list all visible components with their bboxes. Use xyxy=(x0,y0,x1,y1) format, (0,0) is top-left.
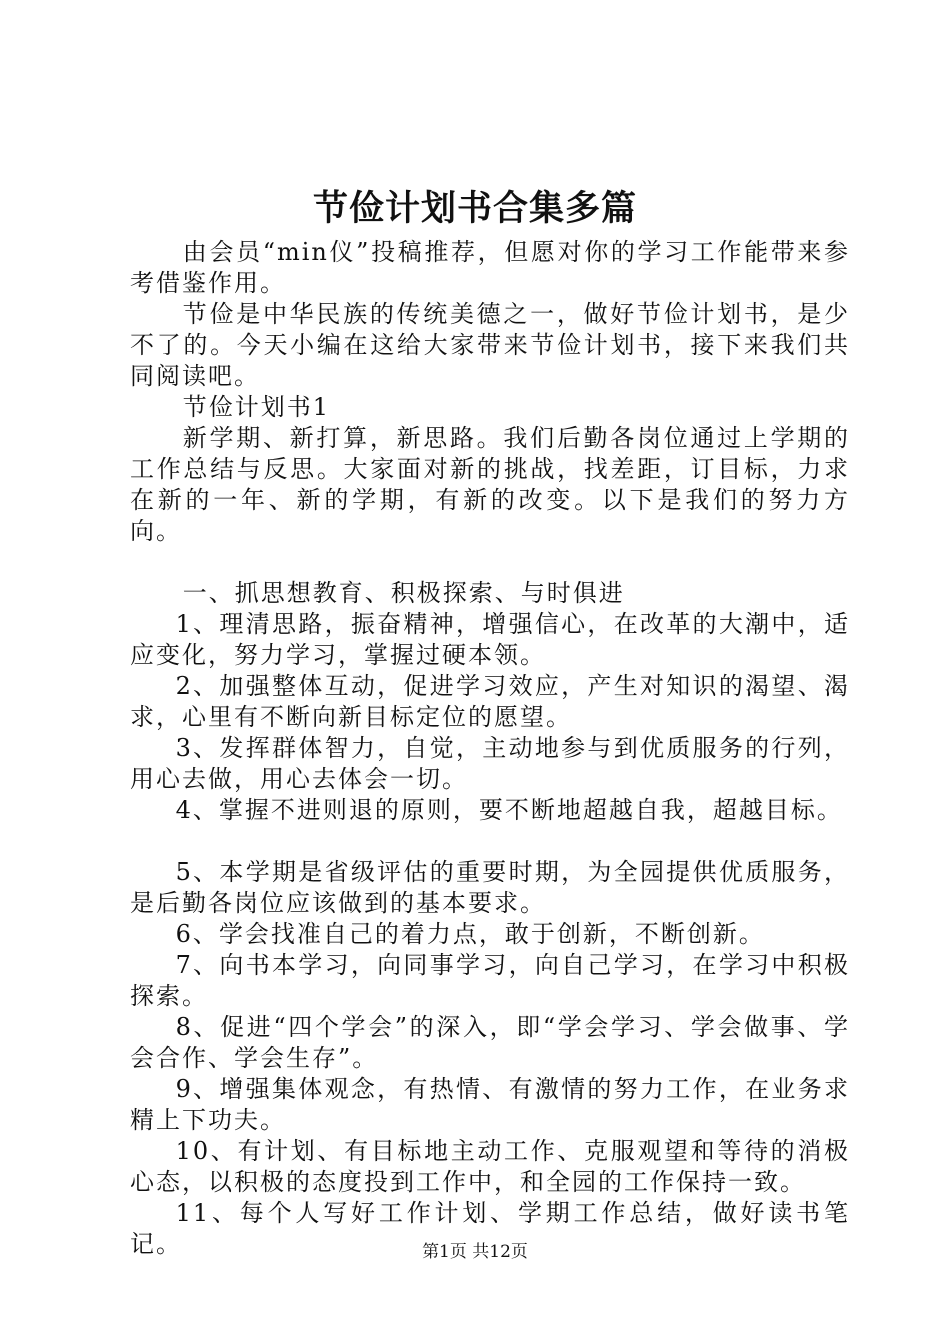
list-item: 7、向书本学习，向同事学习，向自己学习，在学习中积极探索。 xyxy=(130,951,850,1010)
list-item: 5、本学期是省级评估的重要时期，为全园提供优质服务，是后勤各岗位应该做到的基本要求。 xyxy=(130,858,850,917)
list-item: 11、每个人写好工作计划、学期工作总结，做好读书笔记。 xyxy=(130,1199,850,1258)
list-item: 6、学会找准自己的着力点，敢于创新，不断创新。 xyxy=(175,920,765,948)
intro-paragraph: 由会员“min仪”投稿推荐，但愿对你的学习工作能带来参考借鉴作用。 xyxy=(130,238,850,297)
list-item: 2、加强整体互动，促进学习效应，产生对知识的渴望、渴求，心里有不断向新目标定位的愿望。 xyxy=(130,672,850,731)
intro-paragraph: 节俭是中华民族的传统美德之一，做好节俭计划书，是少不了的。今天小编在这给大家带来节俭计划书，接下来我们共同阅读吧。 xyxy=(130,300,850,390)
document-body xyxy=(130,237,850,1260)
list-item: 9、增强集体观念，有热情、有激情的努力工作，在业务求精上下功夫。 xyxy=(130,1075,850,1134)
list-item: 4、掌握不进则退的原则，要不断地超越自我，超越目标。 xyxy=(175,796,843,824)
list-item: 3、发挥群体智力，自觉，主动地参与到优质服务的行列，用心去做，用心去体会一切。 xyxy=(130,734,850,793)
blank-line xyxy=(130,547,850,578)
page-footer: 第1页 共12页 xyxy=(422,1242,528,1262)
list-item: 10、有计划、有目标地主动工作、克服观望和等待的消极心态，以积极的态度投到工作中，和全园的工作保持一致。 xyxy=(130,1137,850,1196)
section-heading: 节俭计划书1 xyxy=(182,393,331,421)
list-item: 1、理清思路，振奋精神，增强信心，在改革的大潮中，适应变化，努力学习，掌握过硬本领。 xyxy=(130,610,850,669)
list-item: 8、促进“四个学会”的深入，即“学会学习、学会做事、学会合作、学会生存”。 xyxy=(130,1013,850,1072)
blank-line xyxy=(130,826,850,857)
body-paragraph: 新学期、新打算，新思路。我们后勤各岗位通过上学期的工作总结与反思。大家面对新的挑战，找差距，订目标，力求在新的一年、新的学期，有新的改变。以下是我们的努力方向。 xyxy=(130,424,850,545)
subsection-heading: 一、抓思想教育、积极探索、与时俱进 xyxy=(182,579,625,607)
page-title: 节俭计划书合集多篇 xyxy=(312,188,637,229)
